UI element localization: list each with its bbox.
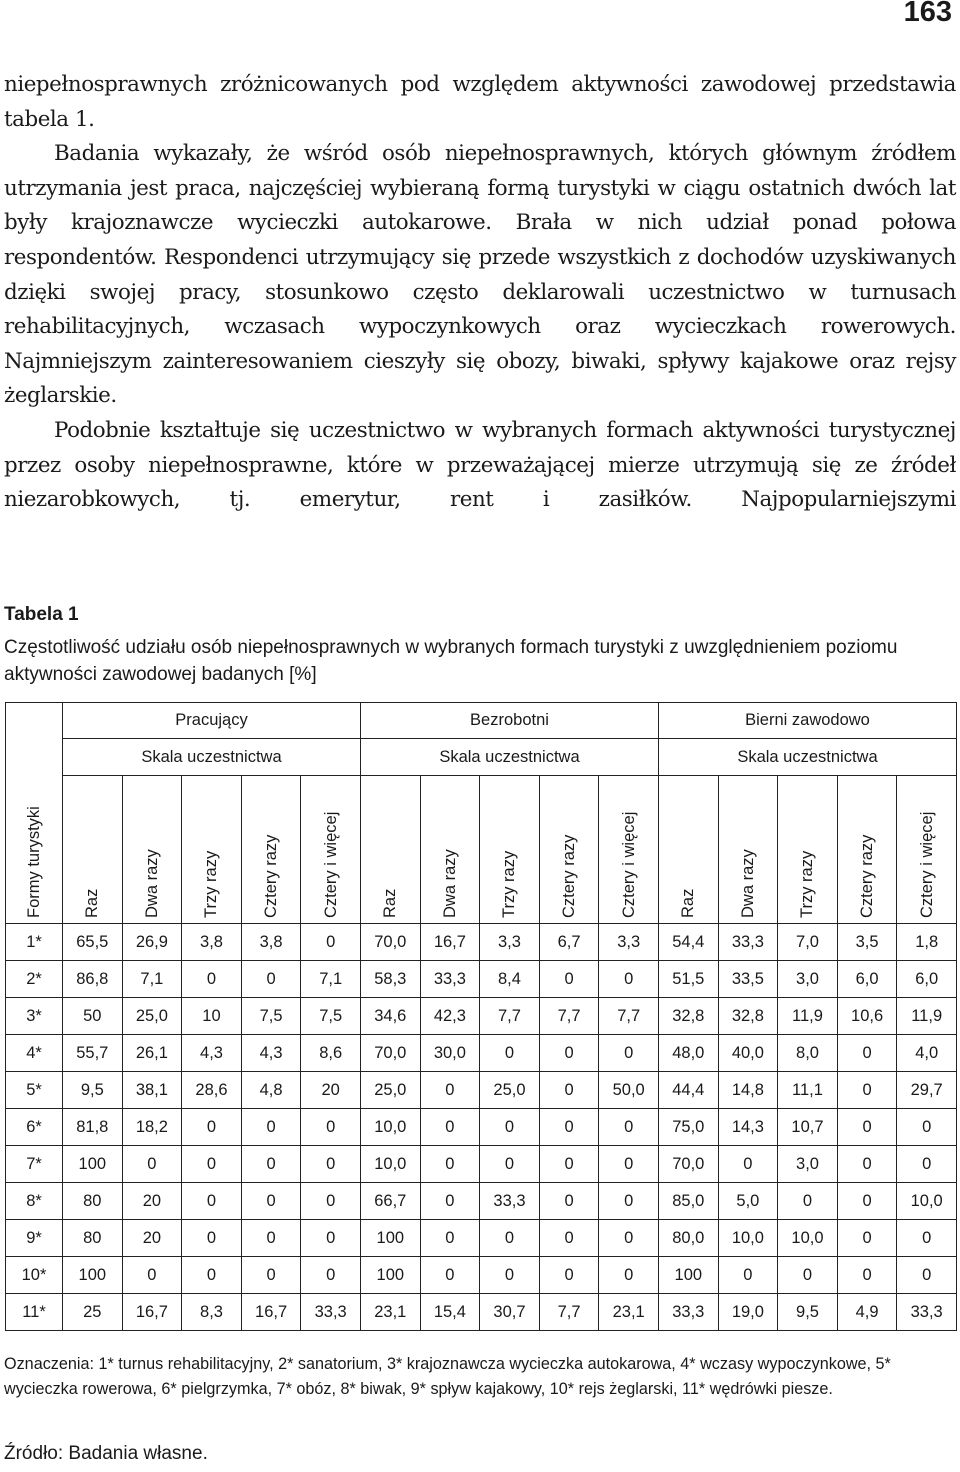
table-cell: 23,1 [360, 1294, 420, 1331]
table-cell: 100 [360, 1220, 420, 1257]
subcol-header [599, 776, 659, 924]
table-cell: 0 [539, 1220, 599, 1257]
table-cell: 0 [539, 961, 599, 998]
subcol-header [778, 776, 838, 924]
row-label: 2* [6, 961, 63, 998]
table-cell: 7,0 [778, 924, 838, 961]
subcol-label: Trzy razy [202, 850, 221, 918]
table-cell: 7,7 [539, 1294, 599, 1331]
table-cell: 0 [599, 1109, 659, 1146]
table-cell: 3,8 [241, 924, 301, 961]
table-cell: 30,7 [480, 1294, 540, 1331]
table-cell: 0 [837, 1072, 897, 1109]
table-cell: 0 [897, 1146, 957, 1183]
table-cell: 70,0 [360, 924, 420, 961]
subcol-label: Raz [83, 888, 102, 918]
table-cell: 0 [778, 1257, 838, 1294]
table-cell: 0 [241, 1220, 301, 1257]
table-cell: 11,1 [778, 1072, 838, 1109]
table-cell: 33,5 [718, 961, 778, 998]
scale-header-1: Skala uczestnictwa [360, 739, 658, 776]
table-row [6, 998, 957, 1035]
table-cell: 4,9 [837, 1294, 897, 1331]
subcol-label: Dwa razy [738, 849, 757, 918]
table-cell: 6,0 [837, 961, 897, 998]
table-cell: 100 [360, 1257, 420, 1294]
row-label: 3* [6, 998, 63, 1035]
data-table [5, 702, 957, 1331]
table-cell: 0 [480, 1220, 540, 1257]
table-cell: 75,0 [659, 1109, 719, 1146]
row-label: 10* [6, 1257, 63, 1294]
scale-header-0: Skala uczestnictwa [63, 739, 361, 776]
table-cell: 0 [837, 1220, 897, 1257]
row-label: 9* [6, 1220, 63, 1257]
table-cell: 0 [897, 1220, 957, 1257]
table-cell: 4,0 [897, 1035, 957, 1072]
table-cell: 0 [420, 1109, 480, 1146]
row-label: 4* [6, 1035, 63, 1072]
page-number: 163 [903, 0, 952, 28]
subcol-header [241, 776, 301, 924]
table-cell: 65,5 [63, 924, 123, 961]
table-cell: 0 [241, 1109, 301, 1146]
table-cell: 14,3 [718, 1109, 778, 1146]
table-cell: 0 [420, 1220, 480, 1257]
table-cell: 4,8 [241, 1072, 301, 1109]
table-cell: 50,0 [599, 1072, 659, 1109]
table-row [6, 1183, 957, 1220]
table-cell: 7,1 [122, 961, 182, 998]
row-header-label: Formy turystyki [25, 806, 43, 918]
table-cell: 20 [122, 1220, 182, 1257]
table-cell: 0 [837, 1257, 897, 1294]
table-cell: 44,4 [659, 1072, 719, 1109]
table-cell: 0 [837, 1109, 897, 1146]
table-cell: 0 [718, 1257, 778, 1294]
table-cell: 32,8 [718, 998, 778, 1035]
table-cell: 0 [837, 1183, 897, 1220]
subcol-label: Dwa razy [142, 849, 161, 918]
table-cell: 55,7 [63, 1035, 123, 1072]
table-cell: 0 [599, 1035, 659, 1072]
table-cell: 8,4 [480, 961, 540, 998]
table-cell: 38,1 [122, 1072, 182, 1109]
subcol-label: Trzy razy [798, 850, 817, 918]
table-cell: 66,7 [360, 1183, 420, 1220]
table-source: Źródło: Badania własne. [4, 1443, 208, 1464]
table-cell: 0 [480, 1257, 540, 1294]
subcol-header [897, 776, 957, 924]
table-cell: 0 [778, 1183, 838, 1220]
table-cell: 10,0 [360, 1109, 420, 1146]
paragraph-2: Badania wykazały, że wśród osób niepełnosprawnych, których głównym źródłem utrzymania jest praca, najczęściej wybieraną formą turystyki w ciągu ostatnich dwóch lat były krajoznawcze wycieczki autokarowe. Brała w nich udział ponad połowa respondentów. Respondenci utrzymujący się przede wszystkich z dochodów uzyskiwanych dzięki swojej pracy, stosunkowo często deklarowali uczestnictwo w turnusach rehabilitacyjnych, wczasach wypoczynkowych oraz wycieczkach rowerowych. Najmniejszym zainteresowaniem cieszyły się obozy, biwaki, spływy kajakowe oraz rejsy żeglarskie. [4, 141, 956, 409]
table-row [6, 1146, 957, 1183]
subcol-label: Cztery i więcej [321, 811, 340, 918]
table-cell: 0 [420, 1146, 480, 1183]
table-cell: 11,9 [897, 998, 957, 1035]
table-cell: 10,6 [837, 998, 897, 1035]
table-row [6, 1294, 957, 1331]
subcol-label: Cztery razy [560, 834, 579, 918]
subcol-header [659, 776, 719, 924]
table-cell: 10,0 [718, 1220, 778, 1257]
table-cell: 0 [599, 1220, 659, 1257]
subcol-header [360, 776, 420, 924]
table-cell: 80 [63, 1220, 123, 1257]
table-cell: 0 [837, 1035, 897, 1072]
table-cell: 10 [182, 998, 242, 1035]
subcol-header [837, 776, 897, 924]
table-cell: 0 [539, 1072, 599, 1109]
table-cell: 33,3 [897, 1294, 957, 1331]
table-cell: 100 [63, 1257, 123, 1294]
notes-text: Oznaczenia: 1* turnus rehabilitacyjny, 2* sanatorium, 3* krajoznawcza wycieczka autokarowa, 4* wczasy wypoczynkowe, 5* wycieczka rowerowa, 6* pielgrzymka, 7* obóz, 8* biwak, 9* spływ kajakowy, 10* rejs żeglarski, 11* wędrówki piesze. [4, 1355, 891, 1398]
table-cell: 6,0 [897, 961, 957, 998]
table-cell: 0 [182, 1183, 242, 1220]
table-cell: 0 [182, 1257, 242, 1294]
table-cell: 32,8 [659, 998, 719, 1035]
table-label: Tabela 1 [4, 604, 79, 625]
table-cell: 0 [599, 1146, 659, 1183]
table-cell: 10,0 [360, 1146, 420, 1183]
table-cell: 51,5 [659, 961, 719, 998]
table-cell: 33,3 [718, 924, 778, 961]
table-cell: 0 [420, 1257, 480, 1294]
table-cell: 0 [420, 1072, 480, 1109]
table-cell: 58,3 [360, 961, 420, 998]
table-cell: 0 [182, 961, 242, 998]
table-cell: 33,3 [420, 961, 480, 998]
subcol-label: Raz [381, 888, 400, 918]
table-cell: 0 [539, 1109, 599, 1146]
table-cell: 0 [182, 1146, 242, 1183]
table-cell: 25,0 [360, 1072, 420, 1109]
table-cell: 33,3 [301, 1294, 361, 1331]
scale-header-2: Skala uczestnictwa [659, 739, 957, 776]
table-cell: 7,1 [301, 961, 361, 998]
group-header-1: Bezrobotni [360, 703, 658, 739]
row-label: 1* [6, 924, 63, 961]
table-cell: 0 [897, 1257, 957, 1294]
row-label: 11* [6, 1294, 63, 1331]
table-cell: 20 [301, 1072, 361, 1109]
table-cell: 25,0 [480, 1072, 540, 1109]
table-cell: 9,5 [63, 1072, 123, 1109]
table-cell: 29,7 [897, 1072, 957, 1109]
table-cell: 48,0 [659, 1035, 719, 1072]
table-cell: 8,3 [182, 1294, 242, 1331]
table-row [6, 1109, 957, 1146]
table-cell: 0 [539, 1146, 599, 1183]
table-cell: 11,9 [778, 998, 838, 1035]
subcol-label: Raz [679, 888, 698, 918]
table-cell: 5,0 [718, 1183, 778, 1220]
row-header-cell [6, 703, 63, 924]
table-row [6, 1072, 957, 1109]
table-cell: 0 [301, 1109, 361, 1146]
table-cell: 42,3 [420, 998, 480, 1035]
table-cell: 7,5 [301, 998, 361, 1035]
table-cell: 9,5 [778, 1294, 838, 1331]
body-text [4, 68, 956, 518]
table-cell: 25 [63, 1294, 123, 1331]
table-cell: 3,0 [778, 961, 838, 998]
group-header-2: Bierni zawodowo [659, 703, 957, 739]
subcol-header [63, 776, 123, 924]
table-cell: 8,0 [778, 1035, 838, 1072]
table-cell: 4,3 [182, 1035, 242, 1072]
row-label: 5* [6, 1072, 63, 1109]
table-cell: 86,8 [63, 961, 123, 998]
paragraph-3: Podobnie kształtuje się uczestnictwo w wybranych formach aktywności turystycznej przez osoby niepełnosprawne, które w przeważającej mierze utrzymują się ze źródeł niezarobkowych, tj. emerytur, rent i zasiłków. Najpopularniejszymi [4, 417, 956, 513]
subcol-header [718, 776, 778, 924]
table-cell: 14,8 [718, 1072, 778, 1109]
table-cell: 0 [897, 1109, 957, 1146]
table-cell: 19,0 [718, 1294, 778, 1331]
table-cell: 3,5 [837, 924, 897, 961]
subcol-label: Trzy razy [500, 850, 519, 918]
table-cell: 0 [301, 924, 361, 961]
table-cell: 23,1 [599, 1294, 659, 1331]
row-label: 6* [6, 1109, 63, 1146]
paragraph-1: niepełnosprawnych zróżnicowanych pod względem aktywności zawodowej przedstawia tabela 1. [4, 72, 956, 132]
table-cell: 81,8 [63, 1109, 123, 1146]
row-label: 8* [6, 1183, 63, 1220]
table-cell: 0 [539, 1035, 599, 1072]
table-cell: 3,3 [599, 924, 659, 961]
table-cell: 10,0 [778, 1220, 838, 1257]
table-cell: 80 [63, 1183, 123, 1220]
table-cell: 85,0 [659, 1183, 719, 1220]
table-cell: 0 [599, 961, 659, 998]
table-cell: 33,3 [480, 1183, 540, 1220]
table-cell: 0 [599, 1257, 659, 1294]
table-cell: 70,0 [360, 1035, 420, 1072]
table-cell: 80,0 [659, 1220, 719, 1257]
table-row [6, 1035, 957, 1072]
table-cell: 18,2 [122, 1109, 182, 1146]
table-cell: 3,3 [480, 924, 540, 961]
table-cell: 100 [659, 1257, 719, 1294]
table-cell: 4,3 [241, 1035, 301, 1072]
subcol-label: Cztery i więcej [619, 811, 638, 918]
subcol-header [480, 776, 540, 924]
table-cell: 0 [301, 1183, 361, 1220]
table-cell: 0 [480, 1035, 540, 1072]
table-cell: 0 [241, 1183, 301, 1220]
table-cell: 16,7 [241, 1294, 301, 1331]
table-cell: 0 [182, 1220, 242, 1257]
table-cell: 50 [63, 998, 123, 1035]
table-cell: 7,7 [599, 998, 659, 1035]
subcol-header [420, 776, 480, 924]
row-label: 7* [6, 1146, 63, 1183]
table-cell: 0 [480, 1146, 540, 1183]
table-row [6, 1220, 957, 1257]
table-cell: 3,0 [778, 1146, 838, 1183]
table-cell: 0 [539, 1183, 599, 1220]
table-cell: 0 [480, 1109, 540, 1146]
table-cell: 0 [241, 1146, 301, 1183]
group-header-0: Pracujący [63, 703, 361, 739]
table-cell: 0 [539, 1257, 599, 1294]
subcol-label: Cztery razy [262, 834, 281, 918]
table-cell: 25,0 [122, 998, 182, 1035]
subcol-header [539, 776, 599, 924]
subcol-header [301, 776, 361, 924]
table-cell: 26,9 [122, 924, 182, 961]
subcol-header [182, 776, 242, 924]
table-cell: 20 [122, 1183, 182, 1220]
table-cell: 30,0 [420, 1035, 480, 1072]
table-cell: 0 [837, 1146, 897, 1183]
table-cell: 6,7 [539, 924, 599, 961]
table-cell: 0 [122, 1146, 182, 1183]
subcol-label: Dwa razy [440, 849, 459, 918]
table-cell: 16,7 [122, 1294, 182, 1331]
table-cell: 10,7 [778, 1109, 838, 1146]
table-cell: 16,7 [420, 924, 480, 961]
table-cell: 10,0 [897, 1183, 957, 1220]
table-cell: 70,0 [659, 1146, 719, 1183]
table-cell: 0 [241, 1257, 301, 1294]
table-row [6, 1257, 957, 1294]
table-cell: 7,7 [539, 998, 599, 1035]
table-cell: 100 [63, 1146, 123, 1183]
table-cell: 40,0 [718, 1035, 778, 1072]
table-cell: 0 [301, 1257, 361, 1294]
table-cell: 33,3 [659, 1294, 719, 1331]
subcol-label: Cztery i więcej [917, 811, 936, 918]
table-cell: 0 [182, 1109, 242, 1146]
table-cell: 26,1 [122, 1035, 182, 1072]
table-cell: 34,6 [360, 998, 420, 1035]
table-cell: 0 [301, 1220, 361, 1257]
table-cell: 28,6 [182, 1072, 242, 1109]
subcol-header [122, 776, 182, 924]
table-cell: 7,7 [480, 998, 540, 1035]
subcol-label: Cztery razy [858, 834, 877, 918]
table-caption: Częstotliwość udziału osób niepełnosprawnych w wybranych formach turystyki z uwzględnieniem poziomu aktywności zawodowej badanych [%] [4, 637, 898, 685]
table-row [6, 924, 957, 961]
table-notes [4, 1352, 956, 1401]
table-cell: 0 [718, 1146, 778, 1183]
table-cell: 0 [241, 961, 301, 998]
table-cell: 15,4 [420, 1294, 480, 1331]
table-cell: 8,6 [301, 1035, 361, 1072]
table-cell: 0 [599, 1183, 659, 1220]
table-cell: 0 [301, 1146, 361, 1183]
table-cell: 0 [122, 1257, 182, 1294]
table-cell: 3,8 [182, 924, 242, 961]
table-cell: 0 [420, 1183, 480, 1220]
table-cell: 54,4 [659, 924, 719, 961]
table-cell: 1,8 [897, 924, 957, 961]
table-cell: 7,5 [241, 998, 301, 1035]
table-row [6, 961, 957, 998]
